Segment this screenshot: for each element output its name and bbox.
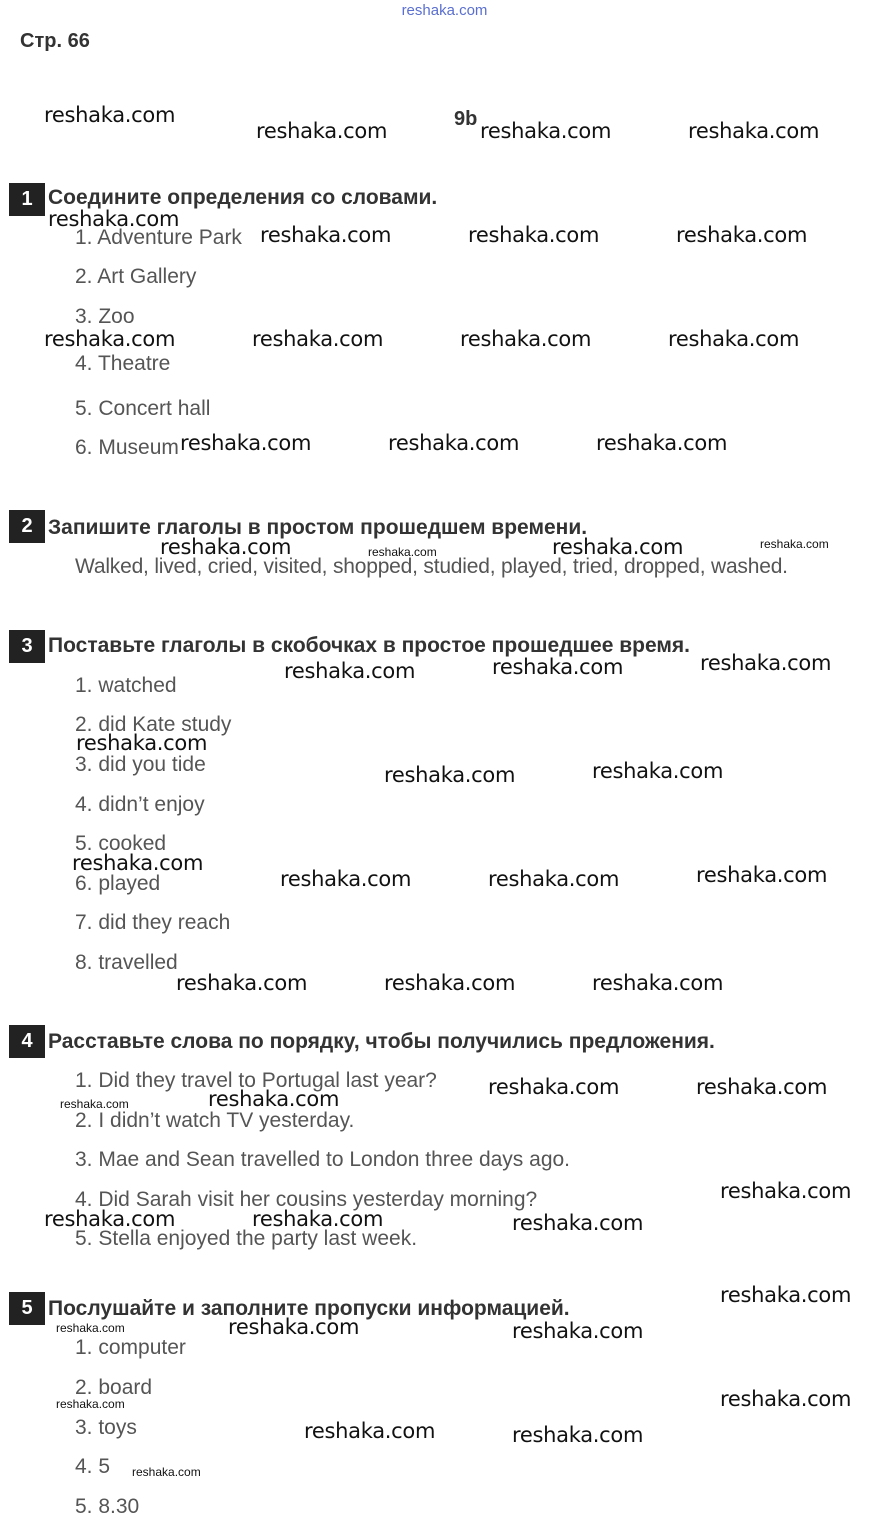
watermark: reshaka.com: [468, 223, 600, 247]
exercise-5-number: 5: [9, 1292, 45, 1325]
watermark: reshaka.com: [480, 119, 612, 143]
exercise-4-answer-5: 5. Stella enjoyed the party last week.: [75, 1227, 418, 1250]
section-code: 9b: [454, 108, 478, 130]
exercise-5-answer-1: 1. computer: [75, 1336, 186, 1359]
watermark: reshaka.com: [176, 971, 308, 995]
watermark: reshaka.com: [48, 207, 180, 231]
watermark: reshaka.com: [596, 431, 728, 455]
watermark: reshaka.com: [720, 1387, 852, 1411]
watermark: reshaka.com: [720, 1283, 852, 1307]
exercise-1-title: Соедините определения со словами.: [48, 186, 438, 209]
exercise-4-answer-1: 1. Did they travel to Portugal last year?: [75, 1069, 437, 1092]
exercise-3-answer-1: 1. watched: [75, 674, 177, 697]
watermark: reshaka.com: [72, 851, 204, 875]
page-label: Стр. 66: [20, 30, 90, 52]
exercise-2-answer: Walked, lived, cried, visited, shopped, studied, played, tried, dropped, washed.: [75, 555, 788, 578]
exercise-5-answer-3: 3. toys: [75, 1416, 137, 1439]
watermark: reshaka.com: [368, 545, 437, 559]
watermark: reshaka.com: [760, 537, 829, 551]
exercise-1-answer-1: 1. Adventure Park: [75, 226, 242, 249]
watermark: reshaka.com: [460, 327, 592, 351]
watermark: reshaka.com: [384, 763, 516, 787]
exercise-2-number: 2: [9, 510, 45, 543]
top-site-link[interactable]: reshaka.com: [401, 2, 488, 19]
watermark: reshaka.com: [696, 1075, 828, 1099]
watermark: reshaka.com: [208, 1087, 340, 1111]
watermark: reshaka.com: [700, 651, 832, 675]
watermark: reshaka.com: [668, 327, 800, 351]
watermark: reshaka.com: [696, 863, 828, 887]
watermark: reshaka.com: [492, 655, 624, 679]
watermark: reshaka.com: [252, 327, 384, 351]
exercise-4-answer-3: 3. Mae and Sean travelled to London three days ago.: [75, 1148, 571, 1171]
watermark: reshaka.com: [44, 103, 176, 127]
watermark: reshaka.com: [384, 971, 516, 995]
watermark: reshaka.com: [388, 431, 520, 455]
watermark: reshaka.com: [592, 971, 724, 995]
watermark: reshaka.com: [56, 1397, 125, 1411]
watermark: reshaka.com: [512, 1211, 644, 1235]
exercise-1-answer-3: 3. Zoo: [75, 305, 135, 328]
exercise-1-answer-5: 5. Concert hall: [75, 397, 211, 420]
exercise-3-answer-8: 8. travelled: [75, 951, 178, 974]
watermark: reshaka.com: [160, 535, 292, 559]
exercise-5-answer-4: 4. 5: [75, 1455, 111, 1478]
watermark: reshaka.com: [260, 223, 392, 247]
exercise-1-answer-2: 2. Art Gallery: [75, 265, 197, 288]
exercise-5-title: Послушайте и заполните пропуски информацией.: [48, 1297, 570, 1320]
exercise-5-answer-2: 2. board: [75, 1376, 153, 1399]
watermark: reshaka.com: [304, 1419, 436, 1443]
watermark: reshaka.com: [132, 1465, 201, 1479]
exercise-4-number: 4: [9, 1025, 45, 1058]
exercise-1-answer-6: 6. Museum: [75, 436, 179, 459]
watermark: reshaka.com: [180, 431, 312, 455]
watermark: reshaka.com: [512, 1319, 644, 1343]
watermark: reshaka.com: [44, 327, 176, 351]
watermark: reshaka.com: [280, 867, 412, 891]
watermark: reshaka.com: [284, 659, 416, 683]
watermark: reshaka.com: [720, 1179, 852, 1203]
watermark: reshaka.com: [228, 1315, 360, 1339]
exercise-3-answer-6: 6. played: [75, 872, 161, 895]
watermark: reshaka.com: [44, 1207, 176, 1231]
watermark: reshaka.com: [76, 731, 208, 755]
watermark: reshaka.com: [592, 759, 724, 783]
watermark: reshaka.com: [676, 223, 808, 247]
watermark: reshaka.com: [488, 1075, 620, 1099]
exercise-4-title: Расставьте слова по порядку, чтобы получились предложения.: [48, 1030, 715, 1053]
exercise-1-answer-4: 4. Theatre: [75, 352, 171, 375]
exercise-4-answer-4: 4. Did Sarah visit her cousins yesterday morning?: [75, 1188, 538, 1211]
exercise-4-answer-2: 2. I didn’t watch TV yesterday.: [75, 1109, 355, 1132]
watermark: reshaka.com: [512, 1423, 644, 1447]
exercise-3-title: Поставьте глаголы в скобочках в простое прошедшее время.: [48, 634, 690, 657]
watermark: reshaka.com: [256, 119, 388, 143]
exercise-3-answer-5: 5. cooked: [75, 832, 167, 855]
watermark: reshaka.com: [688, 119, 820, 143]
exercise-3-answer-4: 4. didn’t enjoy: [75, 793, 205, 816]
exercise-1-number: 1: [9, 183, 45, 216]
watermark: reshaka.com: [488, 867, 620, 891]
watermark: reshaka.com: [252, 1207, 384, 1231]
exercise-3-number: 3: [9, 630, 45, 663]
exercise-5-answer-5: 5. 8.30: [75, 1495, 140, 1518]
exercise-3-answer-7: 7. did they reach: [75, 911, 231, 934]
watermark: reshaka.com: [60, 1097, 129, 1111]
exercise-3-answer-2: 2. did Kate study: [75, 713, 232, 736]
exercise-2-title: Запишите глаголы в простом прошедшем времени.: [48, 516, 588, 539]
watermark: reshaka.com: [552, 535, 684, 559]
watermark: reshaka.com: [56, 1321, 125, 1335]
exercise-3-answer-3: 3. did you tide: [75, 753, 206, 776]
